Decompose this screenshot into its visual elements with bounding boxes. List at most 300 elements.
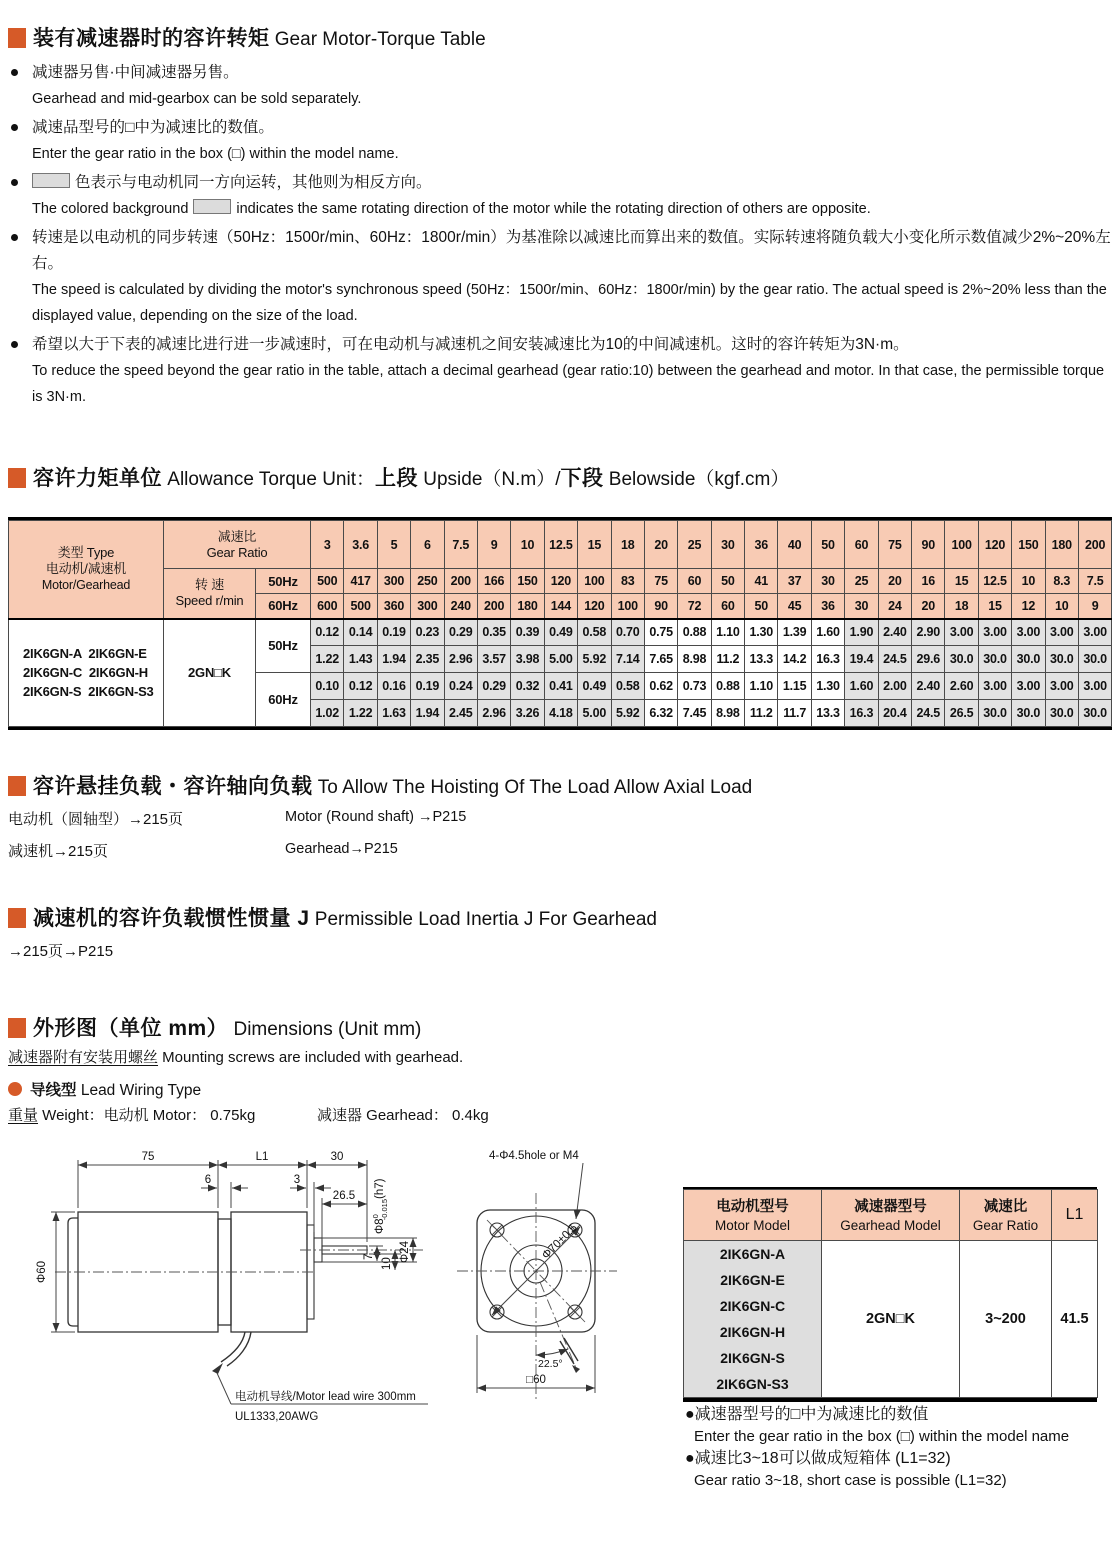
motor-model-item: 2IK6GN-S	[720, 1350, 785, 1366]
tq-d2-col-90: 29.6	[912, 646, 945, 673]
tq-d3-col-12.5: 0.41	[544, 673, 577, 700]
note-cn: ●减速器型号的□中为减速比的数值	[685, 1406, 929, 1423]
tq-d4-col-7.5: 2.45	[444, 700, 477, 727]
tq-d1-col-100: 3.00	[945, 619, 978, 646]
tq-h-col-180: 180	[1045, 521, 1078, 569]
note-en: The speed is calculated by dividing the motor's synchronous speed (50Hz：1500r/min、60Hz：1800r/min) by the gear ratio. The actual speed is 2%~20% less than the displayed value, depending on the size of the load.	[32, 282, 1107, 324]
tq-h-col-90: 90	[912, 521, 945, 569]
speed-en: Speed r/min	[175, 593, 244, 609]
tq-d3-col-18: 0.58	[611, 673, 644, 700]
tq-d2-col-18: 7.14	[611, 646, 644, 673]
section3-title-en: To Allow The Hoisting Of The Load Allow Axial Load	[312, 777, 753, 798]
tq-d2-col-200: 30.0	[1078, 646, 1111, 673]
section4-title-en: Permissible Load Inertia J For Gearhead	[309, 909, 657, 930]
note-en-after: indicates the same rotating direction of the motor while the rotating direction of others are opposite.	[236, 201, 871, 217]
tq-s50-col-40: 37	[778, 569, 811, 594]
tq-s60-col-100: 18	[945, 594, 978, 619]
gear-ratio-value: 3~200	[960, 1241, 1052, 1398]
gear-ratio-header-en: Gear Ratio	[972, 1217, 1039, 1233]
tq-d1-col-3: 0.12	[311, 619, 344, 646]
tq-s60-col-18: 100	[611, 594, 644, 619]
tq-d3-col-3.6: 0.12	[344, 673, 377, 700]
tq-d4-col-200: 30.0	[1078, 700, 1111, 727]
mounting-screws-en: Mounting screws are included with gearhead.	[158, 1049, 464, 1066]
note-decimal-gearhead	[8, 332, 1112, 410]
dim-L1-label: L1	[255, 1151, 269, 1163]
motor-model-item: 2IK6GN-E	[720, 1272, 785, 1288]
dim-d70-label: Φ70±0.5	[539, 1221, 580, 1262]
tq-s50-col-9: 166	[477, 569, 510, 594]
tq-d2-col-180: 30.0	[1045, 646, 1078, 673]
motor-model-item: 2IK6GN-A	[719, 1246, 786, 1262]
type-header-line3: Motor/Gearhead	[41, 578, 131, 593]
bullet-dot	[11, 341, 18, 348]
torque-table	[8, 520, 1112, 727]
tq-h-col-5: 5	[377, 521, 410, 569]
tq-d2-col-50: 16.3	[811, 646, 844, 673]
gearhead-model-header	[822, 1190, 960, 1241]
tq-d3-col-40: 1.15	[778, 673, 811, 700]
tq-h-col-18: 18	[611, 521, 644, 569]
wire-arrowhead	[212, 1363, 223, 1374]
tq-d4-col-30: 8.98	[711, 700, 744, 727]
tq-d4-col-40: 11.7	[778, 700, 811, 727]
leader-line	[217, 1373, 231, 1404]
tq-d2-col-3: 1.22	[311, 646, 344, 673]
section2-title-cn: 容许力矩单位	[33, 467, 162, 490]
tq-d1-col-40: 1.39	[778, 619, 811, 646]
tq-d3-col-120: 3.00	[978, 673, 1011, 700]
tq-s50-col-18: 83	[611, 569, 644, 594]
tq-d2-col-100: 30.0	[945, 646, 978, 673]
section-title-load-inertia	[8, 902, 657, 932]
model-line: 2IK6GN-A 2IK6GN-E	[23, 646, 147, 662]
tq-h-col-6: 6	[411, 521, 444, 569]
tq-d3-col-25: 0.73	[678, 673, 711, 700]
tq-d3-col-15: 0.49	[578, 673, 611, 700]
tq-h-col-100: 100	[945, 521, 978, 569]
orange-square-marker	[8, 908, 26, 928]
tq-d2-col-75: 24.5	[878, 646, 911, 673]
weight-line-motor	[8, 1104, 255, 1125]
tq-d3-col-36: 1.10	[745, 673, 778, 700]
gearhead-model-header-cn: 减速器型号	[854, 1198, 927, 1215]
section5-title-cn: 外形图（单位 mm）	[33, 1017, 229, 1040]
orange-square-marker	[8, 776, 26, 796]
note-gear-ratio-box2	[685, 1404, 1105, 1448]
wire-label-line2: UL1333,20AWG	[235, 1411, 319, 1423]
dim-d60-label: Φ60	[36, 1261, 48, 1283]
tq-d2-col-150: 30.0	[1012, 646, 1045, 673]
hz50-body-label: 50Hz	[256, 619, 311, 673]
tq-d2-col-20: 7.65	[644, 646, 677, 673]
weight-label-cn: 重量	[8, 1107, 39, 1124]
tq-s50-col-120: 12.5	[978, 569, 1011, 594]
tq-s50-col-60: 25	[845, 569, 878, 594]
tq-s60-col-120: 15	[978, 594, 1011, 619]
tq-s50-col-5: 300	[377, 569, 410, 594]
dim-30-label: 30	[330, 1151, 344, 1163]
motor-model-item: 2IK6GN-S3	[716, 1376, 789, 1392]
tq-h-col-30: 30	[711, 521, 744, 569]
dim-7-label: 7	[363, 1253, 375, 1260]
section4-title-cn: 减速机的容许负载惯性惯量 J	[33, 907, 310, 930]
tq-s60-col-3: 600	[311, 594, 344, 619]
tq-d1-col-18: 0.70	[611, 619, 644, 646]
tq-s50-col-50: 30	[811, 569, 844, 594]
tq-s60-col-75: 24	[878, 594, 911, 619]
tq-d3-col-10: 0.32	[511, 673, 544, 700]
tq-s50-col-90: 16	[912, 569, 945, 594]
tq-s50-col-6: 250	[411, 569, 444, 594]
tq-h-col-12.5: 12.5	[544, 521, 577, 569]
dim-10-label: 10	[381, 1257, 393, 1270]
model-table	[683, 1189, 1098, 1398]
type-header-line1: 类型 Type	[57, 545, 115, 561]
tq-d4-col-9: 2.96	[477, 700, 510, 727]
tq-s50-col-150: 10	[1012, 569, 1045, 594]
belowside-en: Belowside（kgf.cm）	[603, 469, 790, 490]
note-speed-calculation	[8, 225, 1112, 329]
section-title-torque-unit	[8, 462, 789, 492]
gearhead-model-header-en: Gearhead Model	[840, 1217, 941, 1233]
mounting-screws-note	[8, 1046, 463, 1067]
section-title-hoisting-axial-load	[8, 770, 752, 800]
tq-d3-col-90: 2.40	[912, 673, 945, 700]
tq-h-col-9: 9	[477, 521, 510, 569]
tq-s60-col-9: 200	[477, 594, 510, 619]
wire-label-line1: 电动机导线/Motor lead wire 300mm	[235, 1391, 416, 1403]
tq-d1-col-50: 1.60	[811, 619, 844, 646]
tq-d2-col-30: 11.2	[711, 646, 744, 673]
note-gear-ratio-box	[8, 115, 1112, 167]
tq-s50-col-36: 41	[745, 569, 778, 594]
section-title-dimensions	[8, 1012, 421, 1042]
tq-h-col-150: 150	[1012, 521, 1045, 569]
tq-d4-col-6: 1.94	[411, 700, 444, 727]
lead-wiring-type-line	[8, 1078, 201, 1100]
note-rotation-direction	[8, 170, 1112, 222]
gear-ratio-en: Gear Ratio	[206, 544, 268, 560]
tq-d4-col-180: 30.0	[1045, 700, 1078, 727]
section-title-gear-motor-torque	[8, 22, 486, 52]
tq-s60-col-150: 12	[1012, 594, 1045, 619]
tq-d4-col-18: 5.92	[611, 700, 644, 727]
tq-s50-col-100: 15	[945, 569, 978, 594]
tq-h-col-75: 75	[878, 521, 911, 569]
tq-d4-col-50: 13.3	[811, 700, 844, 727]
tq-d1-col-25: 0.88	[678, 619, 711, 646]
tq-d1-col-30: 1.10	[711, 619, 744, 646]
motor-model-header-en: Motor Model	[714, 1217, 791, 1233]
motor-round-shaft-ref-en: Motor (Round shaft) →P215	[285, 809, 467, 825]
tq-h-col-120: 120	[978, 521, 1011, 569]
dim-26-5-label: 26.5	[332, 1190, 356, 1202]
tq-s50-col-10: 150	[511, 569, 544, 594]
tq-d2-col-10: 3.98	[511, 646, 544, 673]
orange-square-marker	[8, 28, 26, 48]
tq-d4-col-15: 5.00	[578, 700, 611, 727]
weight-motor-value: 电动机 Motor： 0.75kg	[103, 1107, 256, 1124]
tq-d3-col-75: 2.00	[878, 673, 911, 700]
tq-d4-col-150: 30.0	[1012, 700, 1045, 727]
note-en: Gear ratio 3~18, short case is possible (L1=32)	[694, 1472, 1007, 1489]
tq-s60-col-6: 300	[411, 594, 444, 619]
shaft-d: Φ8	[374, 1218, 386, 1234]
tq-d2-col-36: 13.3	[745, 646, 778, 673]
tq-s50-col-7.5: 200	[444, 569, 477, 594]
tq-h-col-3: 3	[311, 521, 344, 569]
tq-s60-col-60: 30	[845, 594, 878, 619]
bullet-dot	[11, 179, 18, 186]
tq-d1-col-60: 1.90	[845, 619, 878, 646]
tq-d3-col-100: 2.60	[945, 673, 978, 700]
tq-s50-col-15: 100	[578, 569, 611, 594]
gear-ratio-header-cell	[164, 521, 311, 569]
weight-label-en: Weight：	[38, 1107, 104, 1124]
model-table-container	[683, 1187, 1097, 1402]
tq-s60-col-12.5: 144	[544, 594, 577, 619]
dim-d24-label: Φ24	[399, 1241, 411, 1263]
motor-model-header-cn: 电动机型号	[716, 1198, 789, 1215]
l1-header: L1	[1052, 1190, 1098, 1241]
gearhead-ref-cn: 减速机→215页	[8, 843, 109, 860]
section1-title-en: Gear Motor-Torque Table	[269, 29, 486, 50]
note-sold-separately	[8, 60, 1112, 112]
l1-value: 41.5	[1052, 1241, 1098, 1398]
note-short-case	[685, 1448, 1105, 1492]
tq-d4-col-3.6: 1.22	[344, 700, 377, 727]
dim-sq60-label: □60	[526, 1374, 546, 1386]
motor-model-item: 2IK6GN-C	[719, 1298, 786, 1314]
section2-title-en: Allowance Torque Unit：	[162, 469, 375, 490]
dim-22-5-label: 22.5°	[538, 1358, 563, 1370]
motor-round-shaft-ref-cn: 电动机（圆轴型）→215页	[8, 811, 184, 828]
tq-s60-col-3.6: 500	[344, 594, 377, 619]
tq-s60-col-30: 60	[711, 594, 744, 619]
belowside-cn: 下段	[560, 467, 604, 490]
tq-d2-col-40: 14.2	[778, 646, 811, 673]
tq-d4-col-36: 11.2	[745, 700, 778, 727]
tq-s50-col-200: 7.5	[1078, 569, 1111, 594]
model-line: 2IK6GN-C 2IK6GN-H	[23, 665, 148, 681]
tq-d4-col-75: 20.4	[878, 700, 911, 727]
tq-d2-col-6: 2.35	[411, 646, 444, 673]
note-cn: 减速器另售·中间减速器另售。	[32, 64, 239, 81]
tq-d1-col-36: 1.30	[745, 619, 778, 646]
gearhead-model-value: 2GN□K	[822, 1241, 960, 1398]
tq-s50-col-180: 8.3	[1045, 569, 1078, 594]
section3-title-cn: 容许悬挂负载・容许轴向负载	[33, 775, 313, 798]
gear-ratio-header	[960, 1190, 1052, 1241]
note-en: Gearhead and mid-gearbox can be sold separately.	[32, 91, 362, 107]
hz60-body-label: 60Hz	[256, 673, 311, 727]
side-view-dimension-drawing	[15, 1132, 445, 1462]
upside-en: Upside（N.m）/	[417, 469, 561, 490]
tq-d3-col-20: 0.62	[644, 673, 677, 700]
tq-d4-col-90: 24.5	[912, 700, 945, 727]
bullet-dot	[11, 234, 18, 241]
tq-h-col-200: 200	[1078, 521, 1111, 569]
tq-d2-col-120: 30.0	[978, 646, 1011, 673]
weight-line-gearhead: 减速器 Gearhead： 0.4kg	[317, 1107, 489, 1124]
note-en-before: The colored background	[32, 201, 189, 217]
tq-d2-col-5: 1.94	[377, 646, 410, 673]
tq-d1-col-150: 3.00	[1012, 619, 1045, 646]
motor-models-cell	[9, 619, 164, 727]
hz50-header: 50Hz	[256, 569, 311, 594]
tq-s60-col-90: 20	[912, 594, 945, 619]
tq-s50-col-25: 60	[678, 569, 711, 594]
tq-d3-col-9: 0.29	[477, 673, 510, 700]
tq-s60-col-7.5: 240	[444, 594, 477, 619]
tq-h-col-20: 20	[644, 521, 677, 569]
tq-h-col-25: 25	[678, 521, 711, 569]
tq-d2-col-3.6: 1.43	[344, 646, 377, 673]
tq-d4-col-10: 3.26	[511, 700, 544, 727]
tq-s60-col-20: 90	[644, 594, 677, 619]
shaft-tol-dn: -0.015	[380, 1198, 389, 1221]
tq-s60-col-40: 45	[778, 594, 811, 619]
tq-d2-col-15: 5.92	[578, 646, 611, 673]
tq-d4-col-20: 6.32	[644, 700, 677, 727]
note-en	[32, 196, 1112, 222]
tq-d3-col-50: 1.30	[811, 673, 844, 700]
note-cn	[32, 170, 1112, 196]
tq-d1-col-9: 0.35	[477, 619, 510, 646]
tq-s50-col-3: 500	[311, 569, 344, 594]
gearhead-model-cell: 2GN□K	[164, 619, 256, 727]
gear-ratio-header-cn: 减速比	[983, 1198, 1028, 1215]
note-cn: 转速是以电动机的同步转速（50Hz：1500r/min、60Hz：1800r/min）为基准除以减速比而算出来的数值。实际转速将随负载大小变化所示数值减少2%~20%左右。	[32, 229, 1111, 272]
tq-d4-col-5: 1.63	[377, 700, 410, 727]
gray-color-swatch	[193, 199, 231, 214]
bullet-dot	[11, 69, 18, 76]
tq-d3-col-6: 0.19	[411, 673, 444, 700]
tq-d4-col-120: 30.0	[978, 700, 1011, 727]
wire-tip	[572, 1365, 580, 1373]
shaft-tol-up: 0	[371, 1214, 380, 1219]
tq-d1-col-200: 3.00	[1078, 619, 1111, 646]
tq-s50-col-12.5: 120	[544, 569, 577, 594]
tq-s60-col-50: 36	[811, 594, 844, 619]
flange-front-view-drawing	[445, 1145, 681, 1445]
tq-s50-col-30: 50	[711, 569, 744, 594]
tq-d4-col-3: 1.02	[311, 700, 344, 727]
orange-dot-marker	[8, 1082, 22, 1096]
tq-d2-col-9: 3.57	[477, 646, 510, 673]
note-en: Enter the gear ratio in the box (□) within the model name	[694, 1428, 1070, 1445]
note-en: Enter the gear ratio in the box (□) within the model name.	[32, 146, 399, 162]
tq-h-col-50: 50	[811, 521, 844, 569]
torque-notes-list	[8, 60, 1112, 413]
mounting-screws-cn: 减速器附有安装用螺丝	[8, 1049, 159, 1066]
tq-d3-col-7.5: 0.24	[444, 673, 477, 700]
tq-d3-col-150: 3.00	[1012, 673, 1045, 700]
tq-d1-col-7.5: 0.29	[444, 619, 477, 646]
motor-model-item: 2IK6GN-H	[719, 1324, 786, 1340]
gear-ratio-cn: 减速比	[217, 528, 257, 544]
tq-s60-col-200: 9	[1078, 594, 1111, 619]
tq-d4-col-25: 7.45	[678, 700, 711, 727]
tq-d1-col-3.6: 0.14	[344, 619, 377, 646]
tq-s50-col-75: 20	[878, 569, 911, 594]
tq-d1-col-10: 0.39	[511, 619, 544, 646]
motor-model-header	[684, 1190, 822, 1241]
tq-d2-col-60: 19.4	[845, 646, 878, 673]
note-cn: 希望以大于下表的减速比进行进一步减速时，可在电动机与减速机之间安装减速比为10的中间减速机。这时的容许转矩为3N·m。	[32, 336, 909, 353]
speed-cn: 转 速	[194, 577, 224, 593]
tq-h-col-3.6: 3.6	[344, 521, 377, 569]
hole-callout-label: 4-Φ4.5hole or M4	[489, 1150, 579, 1162]
tq-s60-col-36: 50	[745, 594, 778, 619]
tq-h-col-60: 60	[845, 521, 878, 569]
tq-h-col-36: 36	[745, 521, 778, 569]
tq-d1-col-12.5: 0.49	[544, 619, 577, 646]
lead-wire	[221, 1332, 245, 1362]
tq-d2-col-12.5: 5.00	[544, 646, 577, 673]
gearhead-ref-en: Gearhead→P215	[285, 841, 398, 857]
tq-d1-col-75: 2.40	[878, 619, 911, 646]
model-table-notes	[685, 1404, 1105, 1492]
note-cn-text: 色表示与电动机同一方向运转，其他则为相反方向。	[75, 174, 432, 191]
tq-d3-col-5: 0.16	[377, 673, 410, 700]
tq-s60-col-180: 10	[1045, 594, 1078, 619]
model-line: 2IK6GN-S 2IK6GN-S3	[23, 684, 154, 700]
tq-d3-col-180: 3.00	[1045, 673, 1078, 700]
lead-wire	[227, 1332, 251, 1366]
tq-d1-col-20: 0.75	[644, 619, 677, 646]
type-header-line2: 电动机/减速机	[45, 561, 127, 577]
tq-s60-col-10: 180	[511, 594, 544, 619]
dim-6-label: 6	[204, 1174, 212, 1186]
tq-d1-col-5: 0.19	[377, 619, 410, 646]
speed-header-cell	[164, 569, 256, 619]
gray-color-swatch	[32, 173, 70, 188]
tq-d1-col-180: 3.00	[1045, 619, 1078, 646]
tq-h-col-15: 15	[578, 521, 611, 569]
lead-type-cn: 导线型	[30, 1082, 77, 1099]
section1-title-cn: 装有减速器时的容许转矩	[33, 27, 270, 50]
tq-d3-col-200: 3.00	[1078, 673, 1111, 700]
upside-cn: 上段	[374, 467, 418, 490]
hz60-header: 60Hz	[256, 594, 311, 619]
tq-d1-col-15: 0.58	[578, 619, 611, 646]
tq-h-col-10: 10	[511, 521, 544, 569]
section5-title-en: Dimensions (Unit mm)	[228, 1019, 422, 1040]
tq-d1-col-6: 0.23	[411, 619, 444, 646]
note-cn: ●减速比3~18可以做成短箱体 (L1=32)	[685, 1450, 951, 1467]
inertia-page-ref: →215页→P215	[8, 943, 114, 960]
shaft-fit: (h7)	[374, 1178, 386, 1199]
tq-s60-col-5: 360	[377, 594, 410, 619]
tq-d3-col-60: 1.60	[845, 673, 878, 700]
note-cn: 减速品型号的□中为减速比的数值。	[32, 119, 274, 136]
tq-s60-col-15: 120	[578, 594, 611, 619]
note-en: To reduce the speed beyond the gear ratio in the table, attach a decimal gearhead (gear ratio:10) between the gearhead and motor. In that case, the permissible torque is 3N·m.	[32, 363, 1105, 405]
tq-d3-col-3: 0.10	[311, 673, 344, 700]
tq-d4-col-60: 16.3	[845, 700, 878, 727]
type-header-cell	[9, 521, 164, 619]
tq-d2-col-25: 8.98	[678, 646, 711, 673]
tq-s50-col-3.6: 417	[344, 569, 377, 594]
tq-d3-col-30: 0.88	[711, 673, 744, 700]
tq-d1-col-90: 2.90	[912, 619, 945, 646]
orange-square-marker	[8, 468, 26, 488]
dim-3-label: 3	[293, 1174, 301, 1186]
torque-table-container	[8, 517, 1112, 730]
tq-h-col-7.5: 7.5	[444, 521, 477, 569]
